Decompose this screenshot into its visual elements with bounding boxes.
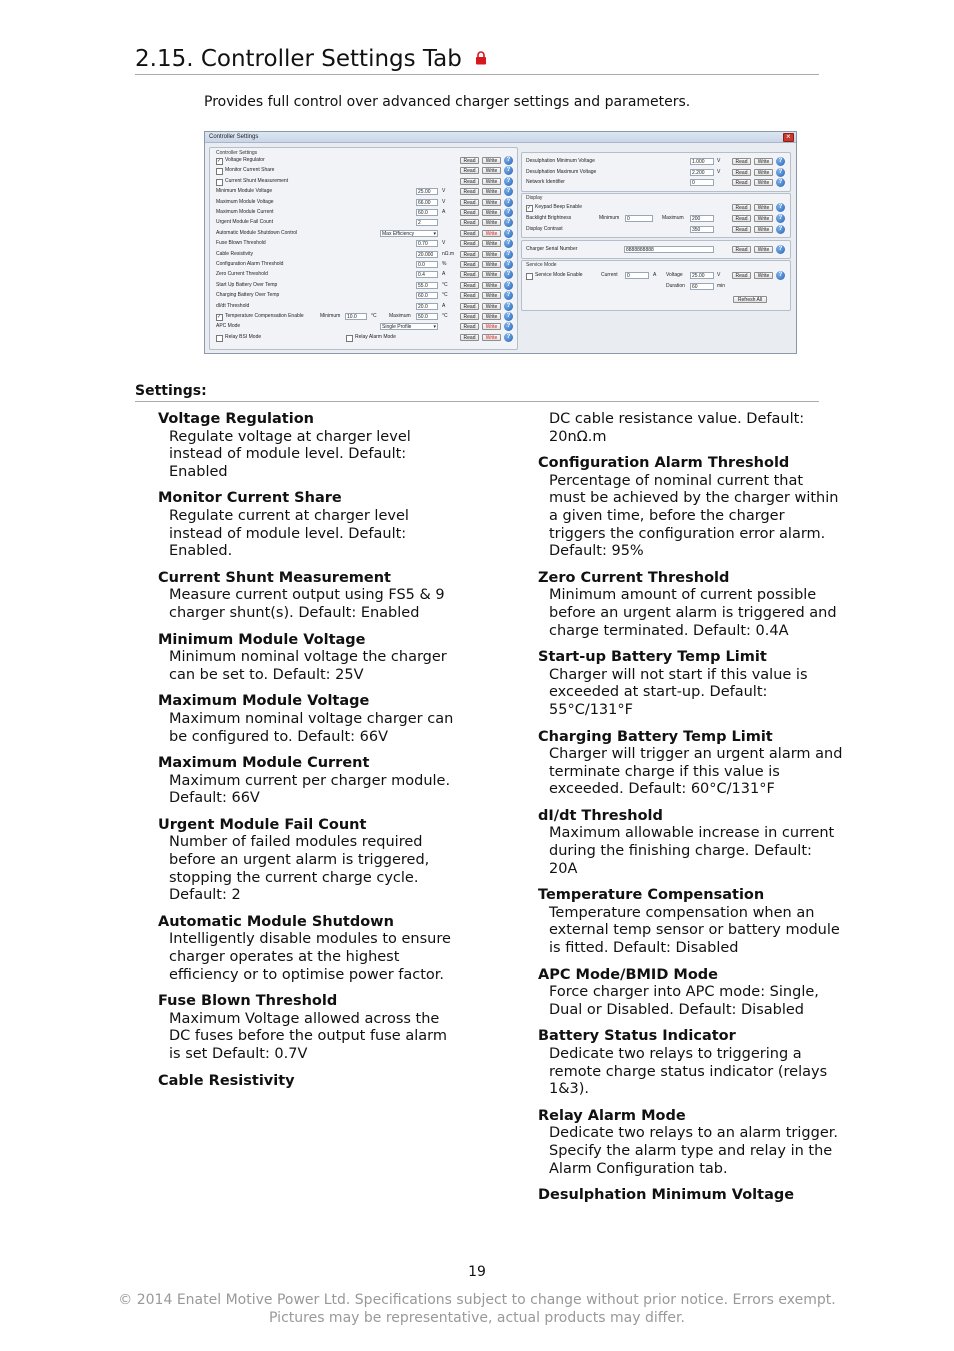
help-icon[interactable]: ? [504, 312, 513, 321]
setting-row [216, 270, 514, 279]
display-contrast-label: Display Contrast [526, 226, 563, 232]
read-button[interactable]: Read [460, 230, 479, 237]
setting-checkbox[interactable] [216, 335, 223, 342]
write-button[interactable]: Write [754, 226, 773, 233]
bl-minimum-label: Minimum [599, 215, 620, 221]
page-title: 2.15. Controller Settings Tab [135, 46, 462, 72]
setting-item [538, 808, 843, 878]
setting-item [538, 1108, 843, 1178]
read-button[interactable]: Read [732, 246, 751, 253]
setting-label: dI/dt Threshold [216, 302, 250, 309]
setting-row [526, 157, 786, 166]
setting-row [216, 333, 514, 342]
tc-maximum-unit: °C [442, 313, 448, 319]
help-icon[interactable]: ? [504, 218, 513, 227]
setting-description: Maximum Voltage allowed across the DC fuses before the output fuse alarm is set Default: 0.7V [169, 1010, 447, 1062]
setting-unit: °C [442, 281, 448, 288]
read-button[interactable]: Read [732, 179, 751, 186]
read-button[interactable]: Read [460, 323, 479, 330]
setting-title: Charging Battery Temp Limit [538, 728, 773, 745]
setting-title: Maximum Module Current [158, 755, 370, 772]
read-button[interactable]: Read [460, 188, 479, 195]
setting-unit: A [442, 302, 446, 309]
setting-description: Dedicate two relays to triggering a remote charge status indicator (relays 1&3). [549, 1046, 828, 1098]
write-button[interactable]: Write [754, 179, 773, 186]
refresh-all-button[interactable]: Refresh All [733, 296, 767, 303]
tc-minimum-unit: °C [371, 313, 377, 319]
lock-icon [475, 50, 487, 69]
setting-title: Current Shunt Measurement [158, 569, 391, 586]
right-column [538, 411, 843, 1214]
read-button[interactable]: Read [460, 219, 479, 226]
setting-title: Zero Current Threshold [538, 569, 730, 586]
setting-title: Start-up Battery Temp Limit [538, 649, 767, 666]
duration-unit: min [717, 283, 726, 289]
setting-unit: V [717, 168, 721, 175]
setting-title: dI/dt Threshold [538, 807, 663, 824]
setting-description: Maximum nominal voltage charger can be configured to. Default: 66V [169, 710, 454, 745]
voltage-unit: V [717, 272, 721, 278]
setting-description: Regulate voltage at charger level instead of module level. Default: Enabled [169, 428, 411, 480]
cable-resistivity-description: DC cable resistance value. Default: 20nΩ.m [549, 411, 805, 445]
setting-title: Automatic Module Shutdown [158, 913, 394, 930]
section-heading [135, 44, 819, 75]
setting-label: Maximum Module Current [216, 209, 274, 215]
setting-field[interactable]: 20.000 [416, 251, 438, 258]
help-icon[interactable]: ? [504, 270, 513, 279]
setting-title: Relay Alarm Mode [538, 1107, 686, 1124]
keypad-beep-checkbox[interactable] [526, 205, 533, 212]
keypad-beep-row [526, 203, 786, 212]
current-field[interactable]: 0 [625, 272, 649, 279]
write-button[interactable]: Write [482, 303, 501, 310]
write-button[interactable]: Write [754, 272, 773, 279]
setting-description: Charger will not start if this value is exceeded at start-up. Default: 55°C/131°F [549, 666, 808, 718]
setting-label: Start Up Battery Over Temp [216, 281, 278, 288]
setting-title: Battery Status Indicator [538, 1028, 736, 1045]
setting-label: Network Identifier [526, 179, 565, 185]
bl-minimum-field[interactable]: 0 [625, 215, 653, 222]
backlight-label: Backlight Brightness [526, 215, 572, 221]
write-button[interactable]: Write [482, 178, 501, 185]
setting-description: Maximum allowable increase in current during the finishing charge. Default: 20A [549, 825, 835, 877]
write-button[interactable]: Write [482, 282, 501, 289]
read-button[interactable]: Read [732, 272, 751, 279]
read-button[interactable]: Read [732, 204, 751, 211]
read-button[interactable]: Read [460, 271, 479, 278]
footer-text: © 2014 Enatel Motive Power Ltd. Specifications subject to change without prior notice. Errors exempt. Pictures may be representative, actual products may differ. [118, 1292, 836, 1326]
voltage-label: Voltage [666, 272, 683, 278]
setting-row [216, 312, 514, 321]
help-icon[interactable]: ? [504, 260, 513, 269]
tc-maximum-label: Maximum [389, 313, 411, 319]
setting-label: Current Shunt Measurement [225, 177, 289, 184]
setting-row [216, 291, 514, 300]
setting-label: Zero Current Threshold [216, 271, 268, 278]
relay-alarm-checkbox[interactable] [346, 335, 353, 342]
display-group-label: Display [526, 195, 543, 201]
setting-label: Configuration Alarm Threshold [216, 261, 284, 267]
help-icon[interactable]: ? [776, 214, 785, 223]
help-icon[interactable]: ? [504, 156, 513, 165]
setting-row [216, 281, 514, 290]
setting-item [538, 455, 843, 561]
setting-row [526, 168, 786, 177]
setting-label: Cable Resistivity [216, 250, 253, 257]
read-button[interactable]: Read [732, 169, 751, 176]
setting-field[interactable]: 66.00 [416, 199, 438, 206]
intro-text: Provides full control over advanced charger settings and parameters. [204, 94, 691, 110]
relay-alarm-label: Relay Alarm Mode [355, 333, 396, 340]
write-button[interactable]: Write [754, 204, 773, 211]
help-icon[interactable]: ? [776, 271, 785, 280]
setting-row [216, 302, 514, 311]
setting-item [158, 632, 458, 685]
setting-title: Fuse Blown Threshold [158, 993, 338, 1010]
help-icon[interactable]: ? [504, 166, 513, 175]
setting-label: Charging Battery Over Temp [216, 292, 280, 299]
setting-row [216, 166, 514, 175]
setting-label: Desulphation Minimum Voltage [526, 158, 595, 164]
setting-title: Voltage Regulation [158, 411, 314, 427]
setting-item [158, 755, 458, 808]
setting-item [538, 1028, 843, 1098]
tc-minimum-label: Minimum [320, 313, 341, 319]
controller-settings-window [204, 131, 797, 354]
setting-row [216, 322, 514, 331]
controller-settings-group [209, 147, 518, 350]
serial-label: Charger Serial Number [526, 246, 578, 252]
voltage-field[interactable]: 25.00 [690, 272, 714, 279]
help-icon[interactable]: ? [504, 291, 513, 300]
setting-label: Relay BSI Mode [225, 333, 262, 340]
setting-title: Cable Resistivity [158, 1072, 295, 1089]
service-mode-group [521, 260, 791, 311]
read-button[interactable]: Read [460, 251, 479, 258]
setting-description: Minimum amount of current possible before an urgent alarm is triggered and charge terminated. Default: 0.4A [549, 587, 837, 639]
write-button[interactable]: Write [482, 230, 501, 237]
setting-label: Monitor Current Share [225, 167, 275, 174]
setting-item [158, 693, 458, 746]
setting-item [538, 887, 843, 957]
service-group-label: Service Mode [526, 262, 557, 268]
service-mode-row [526, 271, 786, 280]
setting-title: Maximum Module Voltage [158, 693, 370, 710]
read-button[interactable]: Read [460, 261, 479, 268]
setting-select[interactable]: Max Efficiency ▾ [380, 230, 438, 237]
read-button[interactable]: Read [460, 313, 479, 320]
setting-row [216, 156, 514, 165]
setting-title: Monitor Current Share [158, 490, 342, 507]
setting-field[interactable]: 2 [416, 219, 438, 226]
current-unit: A [653, 272, 657, 278]
setting-unit: A [442, 271, 446, 278]
setting-unit: nΩ.m [442, 250, 455, 257]
setting-item [538, 967, 843, 1020]
setting-checkbox[interactable] [216, 168, 223, 175]
setting-item [538, 570, 843, 640]
serial-row [526, 245, 786, 254]
setting-row [216, 198, 514, 207]
write-button[interactable]: Write [482, 261, 501, 268]
setting-field[interactable]: 0.4 [416, 271, 438, 278]
setting-field[interactable]: 0 [690, 179, 714, 186]
read-button[interactable]: Read [460, 240, 479, 247]
desulphation-group [521, 152, 791, 192]
help-icon[interactable]: ? [776, 225, 785, 234]
write-button[interactable]: Write [482, 251, 501, 258]
display-contrast-row [526, 225, 786, 234]
write-button[interactable]: Write [482, 334, 501, 341]
display-contrast-field[interactable]: 350 [690, 226, 714, 233]
setting-item [158, 411, 458, 481]
read-button[interactable]: Read [460, 334, 479, 341]
setting-field[interactable]: 2.200 [690, 169, 714, 176]
settings-heading: Settings: [135, 383, 819, 402]
write-button[interactable]: Write [482, 219, 501, 226]
left-column [158, 411, 458, 1099]
setting-label: Fuse Blown Threshold [216, 240, 266, 247]
setting-label: Desulphation Maximum Voltage [526, 168, 597, 175]
setting-description: Maximum current per charger module. Default: 66V [169, 772, 451, 807]
serial-group [521, 240, 791, 259]
duration-field[interactable]: 60 [690, 283, 714, 290]
read-button[interactable]: Read [732, 226, 751, 233]
help-icon[interactable]: ? [504, 208, 513, 217]
help-icon[interactable]: ? [504, 187, 513, 196]
setting-field[interactable]: 20.0 [416, 303, 438, 310]
setting-label: Temperature Compensation Enable [225, 313, 304, 319]
setting-field[interactable]: 60.0 [416, 292, 438, 299]
setting-item [158, 570, 458, 623]
setting-title: Urgent Module Fail Count [158, 816, 367, 833]
write-button[interactable]: Write [482, 209, 501, 216]
setting-row [216, 187, 514, 196]
close-button[interactable] [783, 133, 794, 142]
setting-item [158, 1073, 458, 1091]
help-icon[interactable]: ? [504, 198, 513, 207]
setting-label: Minimum Module Voltage [216, 188, 273, 195]
setting-title: Minimum Module Voltage [158, 631, 366, 648]
write-button[interactable]: Write [754, 158, 773, 165]
service-mode-label: Service Mode Enable [535, 272, 583, 278]
setting-description: Minimum nominal voltage the charger can be set to. Default: 25V [169, 649, 447, 683]
backlight-row [526, 214, 786, 223]
setting-row [526, 178, 786, 187]
setting-label: APC Mode [216, 323, 241, 330]
setting-row [216, 229, 514, 238]
setting-row [216, 218, 514, 227]
setting-unit: V [442, 198, 446, 205]
write-button[interactable]: Write [754, 246, 773, 253]
help-icon[interactable]: ? [504, 239, 513, 248]
current-label: Current [601, 272, 618, 278]
read-button[interactable]: Read [732, 158, 751, 165]
setting-unit: A [442, 209, 446, 215]
read-button[interactable]: Read [460, 178, 479, 185]
write-button[interactable]: Write [482, 292, 501, 299]
setting-item [158, 993, 458, 1063]
write-button[interactable]: Write [482, 157, 501, 164]
setting-title: Temperature Compensation [538, 887, 765, 904]
write-button[interactable]: Write [482, 313, 501, 320]
setting-unit: % [442, 261, 447, 267]
setting-title: Desulphation Minimum Voltage [538, 1187, 795, 1204]
setting-row [216, 208, 514, 217]
setting-description: Force charger into APC mode: Single, Dual or Disabled. Default: Disabled [549, 984, 819, 1018]
setting-description: Dedicate two relays to an alarm trigger. Specify the alarm type and relay in the Alarm Configuration tab. [549, 1125, 838, 1177]
setting-label: Maximum Module Voltage [216, 198, 274, 205]
setting-unit: V [442, 240, 446, 247]
setting-description: Intelligently disable modules to ensure charger operates at the highest efficiency or to optimise power factor. [169, 931, 451, 983]
write-button[interactable]: Write [482, 323, 501, 330]
window-title: Controller Settings [209, 134, 259, 140]
setting-field[interactable]: 60.0 [416, 209, 438, 216]
read-button[interactable]: Read [732, 215, 751, 222]
help-icon[interactable]: ? [504, 281, 513, 290]
write-button[interactable]: Write [482, 199, 501, 206]
setting-description: Measure current output using FS5 & 9 charger shunt(s). Default: Enabled [169, 587, 445, 621]
setting-description: Regulate current at charger level instead of module level. Default: Enabled. [169, 507, 409, 560]
page-number: 19 [468, 1264, 486, 1280]
help-icon[interactable]: ? [504, 322, 513, 331]
help-icon[interactable]: ? [776, 245, 785, 254]
keypad-beep-label: Keypad Beep Enable [535, 204, 582, 210]
setting-unit: V [717, 158, 721, 164]
duration-row [526, 282, 786, 291]
duration-label: Duration [666, 283, 685, 289]
read-button[interactable]: Read [460, 209, 479, 216]
write-button[interactable]: Write [482, 188, 501, 195]
help-icon[interactable]: ? [776, 178, 785, 187]
setting-label: Voltage Regulator [225, 157, 265, 163]
help-icon[interactable]: ? [776, 203, 785, 212]
setting-title: Configuration Alarm Threshold [538, 455, 790, 472]
setting-label: Urgent Module Fail Count [216, 219, 273, 226]
setting-description: Percentage of nominal current that must be achieved by the charger within a given time, before the charger triggers the configuration error alarm. Default: 95% [549, 472, 839, 560]
serial-field[interactable]: 8888888888 [624, 246, 714, 253]
setting-description: Charger will trigger an urgent alarm and terminate charge if this value is exceeded. Default: 60°C/131°F [549, 746, 843, 798]
read-button[interactable]: Read [460, 199, 479, 206]
setting-row [216, 177, 514, 186]
group-label: Controller Settings [216, 150, 258, 156]
setting-item [158, 490, 458, 560]
help-icon[interactable]: ? [504, 302, 513, 311]
setting-item [538, 649, 843, 719]
write-button[interactable]: Write [754, 169, 773, 176]
setting-label: Automatic Module Shutdown Control [216, 229, 298, 236]
setting-field[interactable]: 1.000 [690, 158, 714, 165]
write-button[interactable]: Write [482, 271, 501, 278]
bl-maximum-field[interactable]: 200 [690, 215, 714, 222]
help-icon[interactable]: ? [776, 168, 785, 177]
help-icon[interactable]: ? [504, 177, 513, 186]
read-button[interactable]: Read [460, 157, 479, 164]
display-group [521, 193, 791, 238]
setting-select[interactable]: Single Profile ▾ [380, 323, 438, 330]
setting-checkbox[interactable] [216, 314, 223, 321]
help-icon[interactable]: ? [504, 333, 513, 342]
help-icon[interactable]: ? [504, 250, 513, 259]
tc-maximum-field[interactable]: 50.0 [416, 313, 438, 320]
setting-checkbox[interactable] [216, 179, 223, 186]
read-button[interactable]: Read [460, 303, 479, 310]
setting-unit: V [442, 188, 446, 195]
write-button[interactable]: Write [754, 215, 773, 222]
setting-title: APC Mode/BMID Mode [538, 966, 719, 983]
write-button[interactable]: Write [482, 167, 501, 174]
bl-maximum-label: Maximum [662, 215, 684, 221]
setting-item [158, 817, 458, 905]
window-titlebar [205, 132, 796, 143]
setting-unit: °C [442, 292, 448, 299]
setting-field[interactable]: 0.0 [416, 261, 438, 268]
setting-item [158, 914, 458, 984]
setting-row [216, 260, 514, 269]
help-icon[interactable]: ? [776, 157, 785, 166]
setting-row [216, 239, 514, 248]
setting-field[interactable]: 25.00 [416, 188, 438, 195]
read-button[interactable]: Read [460, 167, 479, 174]
setting-description: Number of failed modules required before an urgent alarm is triggered, stopping the current charge cycle. Default: 2 [169, 834, 430, 904]
read-button[interactable]: Read [460, 292, 479, 299]
setting-field[interactable]: 0.70 [416, 240, 438, 247]
setting-description: Temperature compensation when an external temp sensor or battery module is fitted. Default: Disabled [549, 904, 840, 957]
setting-row [216, 250, 514, 259]
setting-checkbox[interactable] [216, 158, 223, 165]
service-mode-checkbox[interactable] [526, 273, 533, 280]
setting-field[interactable]: 55.0 [416, 282, 438, 289]
help-icon[interactable]: ? [504, 229, 513, 238]
setting-item [538, 1187, 843, 1205]
setting-item [538, 729, 843, 799]
tc-minimum-field[interactable]: 10.0 [345, 313, 367, 320]
read-button[interactable]: Read [460, 282, 479, 289]
write-button[interactable]: Write [482, 240, 501, 247]
